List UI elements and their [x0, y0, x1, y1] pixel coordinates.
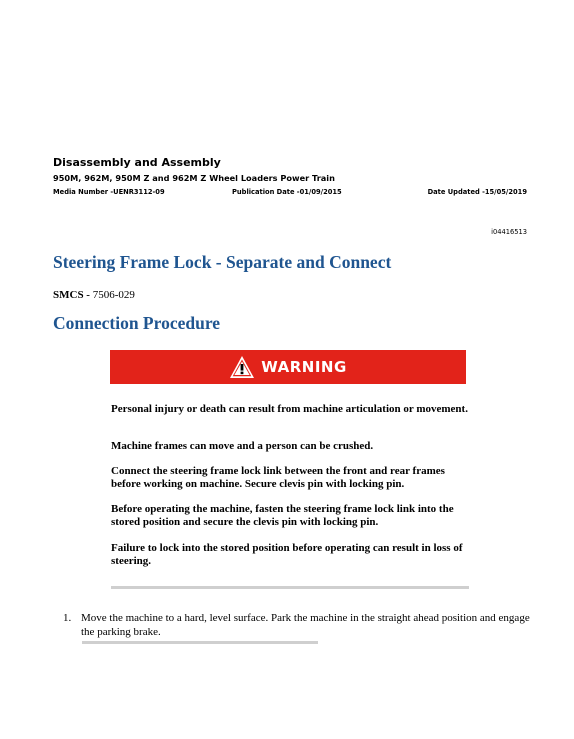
- doc-id: i04416513: [491, 228, 527, 236]
- warning-paragraph: Personal injury or death can result from machine articulation or movement.: [111, 403, 468, 415]
- warning-paragraph: Failure to lock into the stored position before operating can result in loss of steering.: [111, 542, 463, 567]
- smcs-value: 7506-029: [92, 289, 135, 301]
- divider: [82, 641, 318, 644]
- doc-subtitle: 950M, 962M, 950M Z and 962M Z Wheel Loaders Power Train: [53, 173, 335, 183]
- date-updated: Date Updated -15/05/2019: [427, 188, 527, 196]
- warning-paragraph: Before operating the machine, fasten the steering frame lock link into the stored position and secure the clevis pin with locking pin.: [111, 503, 454, 528]
- smcs-line: [53, 289, 135, 301]
- divider: [111, 586, 469, 589]
- media-number: Media Number -UENR3112-09: [53, 188, 165, 196]
- step-text: Move the machine to a hard, level surface. Park the machine in the straight ahead position and engage the parking brake.: [81, 612, 530, 638]
- publication-date: Publication Date -01/09/2015: [232, 188, 342, 196]
- doc-title: Disassembly and Assembly: [53, 156, 221, 169]
- smcs-label: SMCS -: [53, 289, 93, 301]
- warning-paragraph: Connect the steering frame lock link between the front and rear frames before working on machine. Secure clevis pin with locking pin.: [111, 465, 445, 490]
- warning-triangle-icon: [229, 355, 255, 379]
- step-number: 1.: [63, 612, 72, 624]
- warning-banner: [110, 350, 466, 384]
- page-title: Steering Frame Lock - Separate and Connect: [53, 252, 392, 272]
- warning-label: WARNING: [261, 358, 347, 376]
- section-title: Connection Procedure: [53, 313, 221, 333]
- warning-paragraph: Machine frames can move and a person can be crushed.: [111, 440, 374, 452]
